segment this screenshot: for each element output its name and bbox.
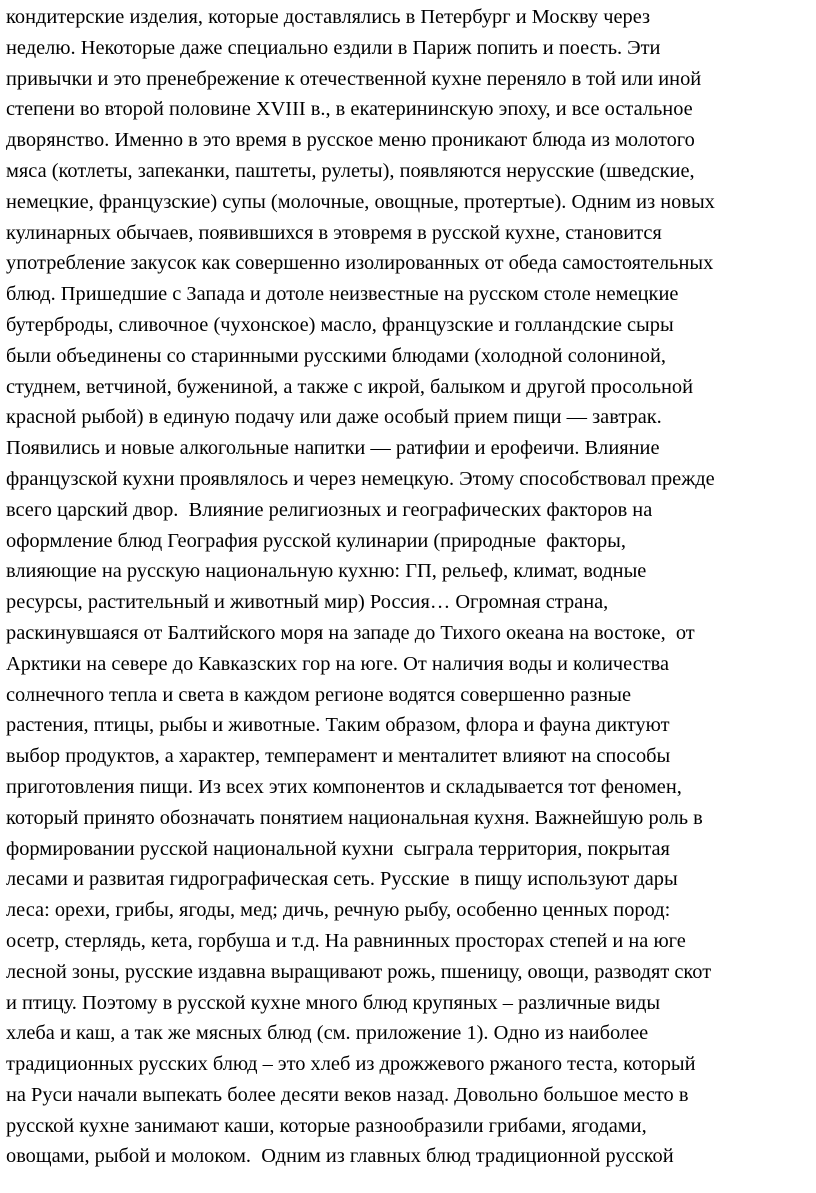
text-line: неделю. Некоторые даже специально ездили в Париж попить и поесть. Эти [6, 36, 661, 59]
text-line: лесами и развитая гидрографическая сеть. Русские в пищу используют дары [6, 868, 678, 891]
text-line: дворянство. Именно в это время в русское меню проникают блюда из молотого [6, 129, 695, 152]
text-line: солнечного тепла и света в каждом регионе водятся совершенно разные [6, 683, 632, 706]
text-line: кулинарных обычаев, появившихся в этовремя в русской кухне, становится [6, 221, 662, 244]
text-line: раскинувшаяся от Балтийского моря на западе до Тихого океана на востоке, от [6, 621, 695, 644]
text-line: были объединены со старинными русскими блюдами (холодной солониной, [6, 344, 666, 367]
text-line: хлеба и каш, а так же мясных блюд (см. приложение 1). Одно из наиболее [6, 1022, 649, 1045]
text-line: ресурсы, растительный и животный мир) Россия… Огромная страна, [6, 591, 609, 614]
text-line: всего царский двор. Влияние религиозных и географических факторов на [6, 498, 653, 521]
text-line: на Руси начали выпекать более десяти веков назад. Довольно большое место в [6, 1083, 689, 1106]
text-line: немецкие, французские) супы (молочные, овощные, протертые). Одним из новых [6, 190, 715, 213]
text-line: французской кухни проявлялось и через немецкую. Этому способствовал прежде [6, 467, 715, 490]
text-line: и птицу. Поэтому в русской кухне много блюд крупяных – различные виды [6, 991, 661, 1014]
text-line: бутерброды, сливочное (чухонское) масло, французские и голландские сыры [6, 313, 674, 336]
text-line: Появились и новые алкогольные напитки — ратифии и ерофеичи. Влияние [6, 437, 660, 460]
body-text [6, 2, 814, 1172]
text-line: лесной зоны, русские издавна выращивают рожь, пшеницу, овощи, разводят скот [6, 960, 712, 983]
text-line: употребление закусок как совершенно изолированных от обеда самостоятельных [6, 252, 714, 275]
text-line: растения, птицы, рыбы и животные. Таким образом, флора и фауна диктуют [6, 714, 670, 737]
text-line: привычки и это пренебрежение к отечественной кухне переняло в той или иной [6, 67, 702, 90]
text-line: леса: орехи, грибы, ягоды, мед; дичь, речную рыбу, особенно ценных пород: [6, 899, 671, 922]
text-line: формировании русской национальной кухни сыграла территория, покрытая [6, 837, 670, 860]
text-line: кондитерские изделия, которые доставлялись в Петербург и Москву через [6, 6, 651, 28]
text-line: мяса (котлеты, запеканки, паштеты, рулеты), появляются нерусские (шведские, [6, 159, 695, 182]
text-line: красной рыбой) в единую подачу или даже особый прием пищи — завтрак. [6, 406, 662, 429]
text-line: русской кухне занимают каши, которые разнообразили грибами, ягодами, [6, 1114, 647, 1137]
text-line: приготовления пищи. Из всех этих компонентов и складывается тот феномен, [6, 775, 682, 798]
text-line: блюд. Пришедшие с Запада и дотоле неизвестные на русском столе немецкие [6, 283, 679, 306]
text-line: выбор продуктов, а характер, темперамент и менталитет влияют на способы [6, 745, 671, 768]
text-line: Арктики на севере до Кавказских гор на юге. От наличия воды и количества [6, 652, 670, 675]
text-line: который принято обозначать понятием национальная кухня. Важнейшую роль в [6, 806, 703, 829]
text-line: традиционных русских блюд – это хлеб из дрожжевого ржаного теста, который [6, 1053, 696, 1076]
text-line: осетр, стерлядь, кета, горбуша и т.д. На равнинных просторах степей и на юге [6, 929, 686, 952]
text-line: овощами, рыбой и молоком. Одним из главных блюд традиционной русской [6, 1145, 674, 1168]
text-line: влияющие на русскую национальную кухню: ГП, рельеф, климат, водные [6, 560, 647, 583]
text-line: оформление блюд География русской кулинарии (природные факторы, [6, 529, 626, 552]
text-line: степени во второй половине XVIII в., в екатерининскую эпоху, и все остальное [6, 98, 693, 121]
text-line: студнем, ветчиной, бужениной, а также с икрой, балыком и другой просольной [6, 375, 694, 398]
